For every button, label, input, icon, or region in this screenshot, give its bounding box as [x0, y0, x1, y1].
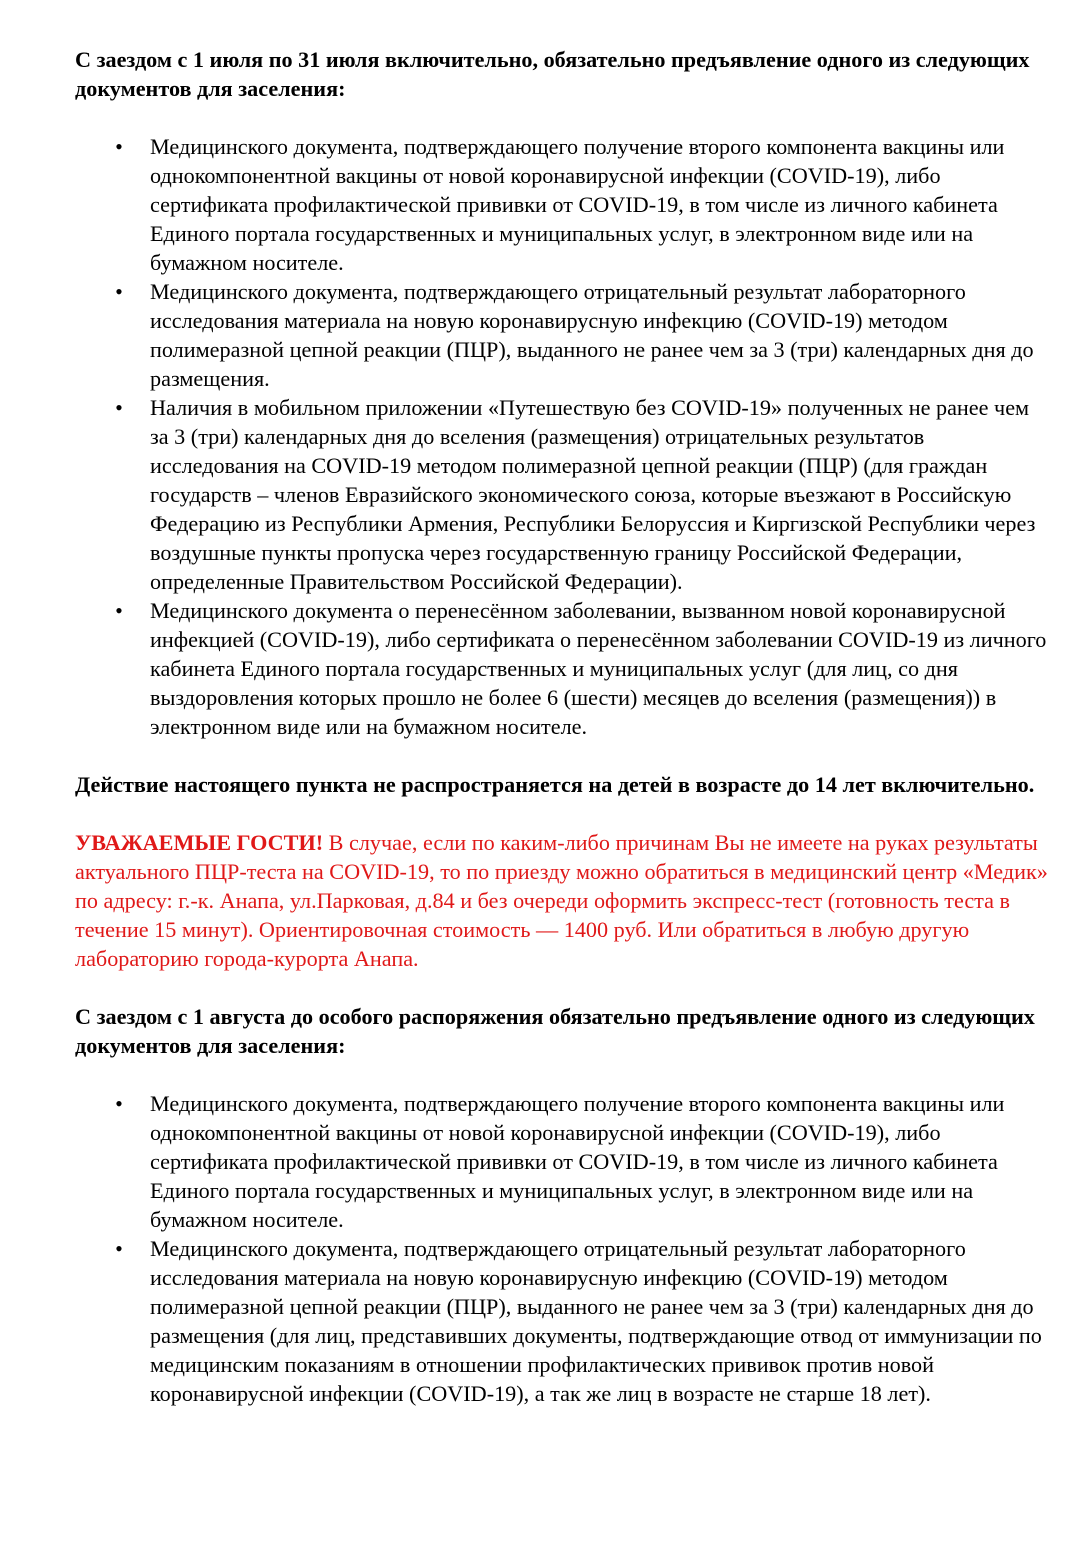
list-item: [75, 596, 1051, 741]
list-item: [75, 393, 1051, 596]
list-item-text: Наличия в мобильном приложении «Путешествую без COVID-19» полученных не ранее чем за 3 (три) календарных дня до вселения (размещения) отрицательных результатов исследования на COVID-19 методом полимеразной цепной реакции (ПЦР) (для граждан государств – членов Евразийского экономического союза, которые въезжают в Российскую Федерацию из Республики Армения, Республики Белоруссия и Киргизской Республики через воздушные пункты пропуска через государственную границу Российской Федерации, определенные Правительством Российской Федерации).: [150, 395, 1036, 594]
bullet-icon: [113, 132, 125, 161]
bullet-icon: [113, 1089, 125, 1118]
list-item: [75, 132, 1051, 277]
list-item: [75, 1089, 1051, 1234]
spacer: [75, 103, 1051, 132]
spacer: [75, 741, 1051, 770]
notice-text: В случае, если по каким-либо причинам Вы не имеете на руках результаты актуального ПЦР-теста на COVID-19, то по приезду можно обратиться в медицинский центр «Медик» по адресу: г.-к. Анапа, ул.Парковая, д.84 и без очереди оформить экспресс-тест (готовность теста в течение 15 минут). Ориентировочная стоимость — 1400 руб. Или обратиться в любую другую лабораторию города-курорта Анапа.: [75, 830, 1048, 971]
section1-list: [75, 132, 1051, 741]
bullet-icon: [113, 393, 125, 422]
list-item-text: Медицинского документа, подтверждающего получение второго компонента вакцины или однокомпонентной вакцины от новой коронавирусной инфекции (COVID-19), либо сертификата профилактической прививки от COVID-19, в том числе из личного кабинета Единого портала государственных и муниципальных услуг, в электронном виде или на бумажном носителе.: [150, 134, 1005, 275]
list-item-text: Медицинского документа, подтверждающего получение второго компонента вакцины или однокомпонентной вакцины от новой коронавирусной инфекции (COVID-19), либо сертификата профилактической прививки от COVID-19, в том числе из личного кабинета Единого портала государственных и муниципальных услуг, в электронном виде или на бумажном носителе.: [150, 1091, 1005, 1232]
bullet-icon: [113, 277, 125, 306]
spacer: [75, 1060, 1051, 1089]
section2-list: [75, 1089, 1051, 1408]
notice-lead: УВАЖАЕМЫЕ ГОСТИ!: [75, 830, 324, 855]
list-item-text: Медицинского документа, подтверждающего отрицательный результат лабораторного исследования материала на новую коронавирусную инфекцию (COVID-19) методом полимеразной цепной реакции (ПЦР), выданного не ранее чем за 3 (три) календарных дня до размещения.: [150, 279, 1034, 391]
guest-notice: [75, 828, 1051, 973]
list-item-text: Медицинского документа, подтверждающего отрицательный результат лабораторного исследования материала на новую коронавирусную инфекцию (COVID-19) методом полимеразной цепной реакции (ПЦР), выданного не ранее чем за 3 (три) календарных дня до размещения (для лиц, представивших документы, подтверждающие отвод от иммунизации по медицинским показаниям в отношении профилактических прививок против новой коронавирусной инфекции (COVID-19), а так же лиц в возрасте не старше 18 лет).: [150, 1236, 1042, 1406]
spacer: [75, 973, 1051, 1002]
bullet-icon: [113, 596, 125, 625]
section2-heading: С заездом с 1 августа до особого распоряжения обязательно предъявление одного из следующих документов для заселения:: [75, 1004, 1035, 1058]
spacer: [75, 799, 1051, 828]
bullet-icon: [113, 1234, 125, 1263]
list-item-text: Медицинского документа о перенесённом заболевании, вызванном новой коронавирусной инфекцией (COVID-19), либо сертификата о перенесённом заболевании COVID-19 из личного кабинета Единого портала государственных и муниципальных услуг (для лиц, со дня выздоровления которых прошло не более 6 (шести) месяцев до вселения (размещения)) в электронном виде или на бумажном носителе.: [150, 598, 1047, 739]
list-item: [75, 277, 1051, 393]
list-item: [75, 1234, 1051, 1408]
section1-heading: С заездом с 1 июля по 31 июля включительно, обязательно предъявление одного из следующих документов для заселения:: [75, 47, 1030, 101]
children-note: Действие настоящего пункта не распространяется на детей в возрасте до 14 лет включительно.: [75, 772, 1035, 797]
